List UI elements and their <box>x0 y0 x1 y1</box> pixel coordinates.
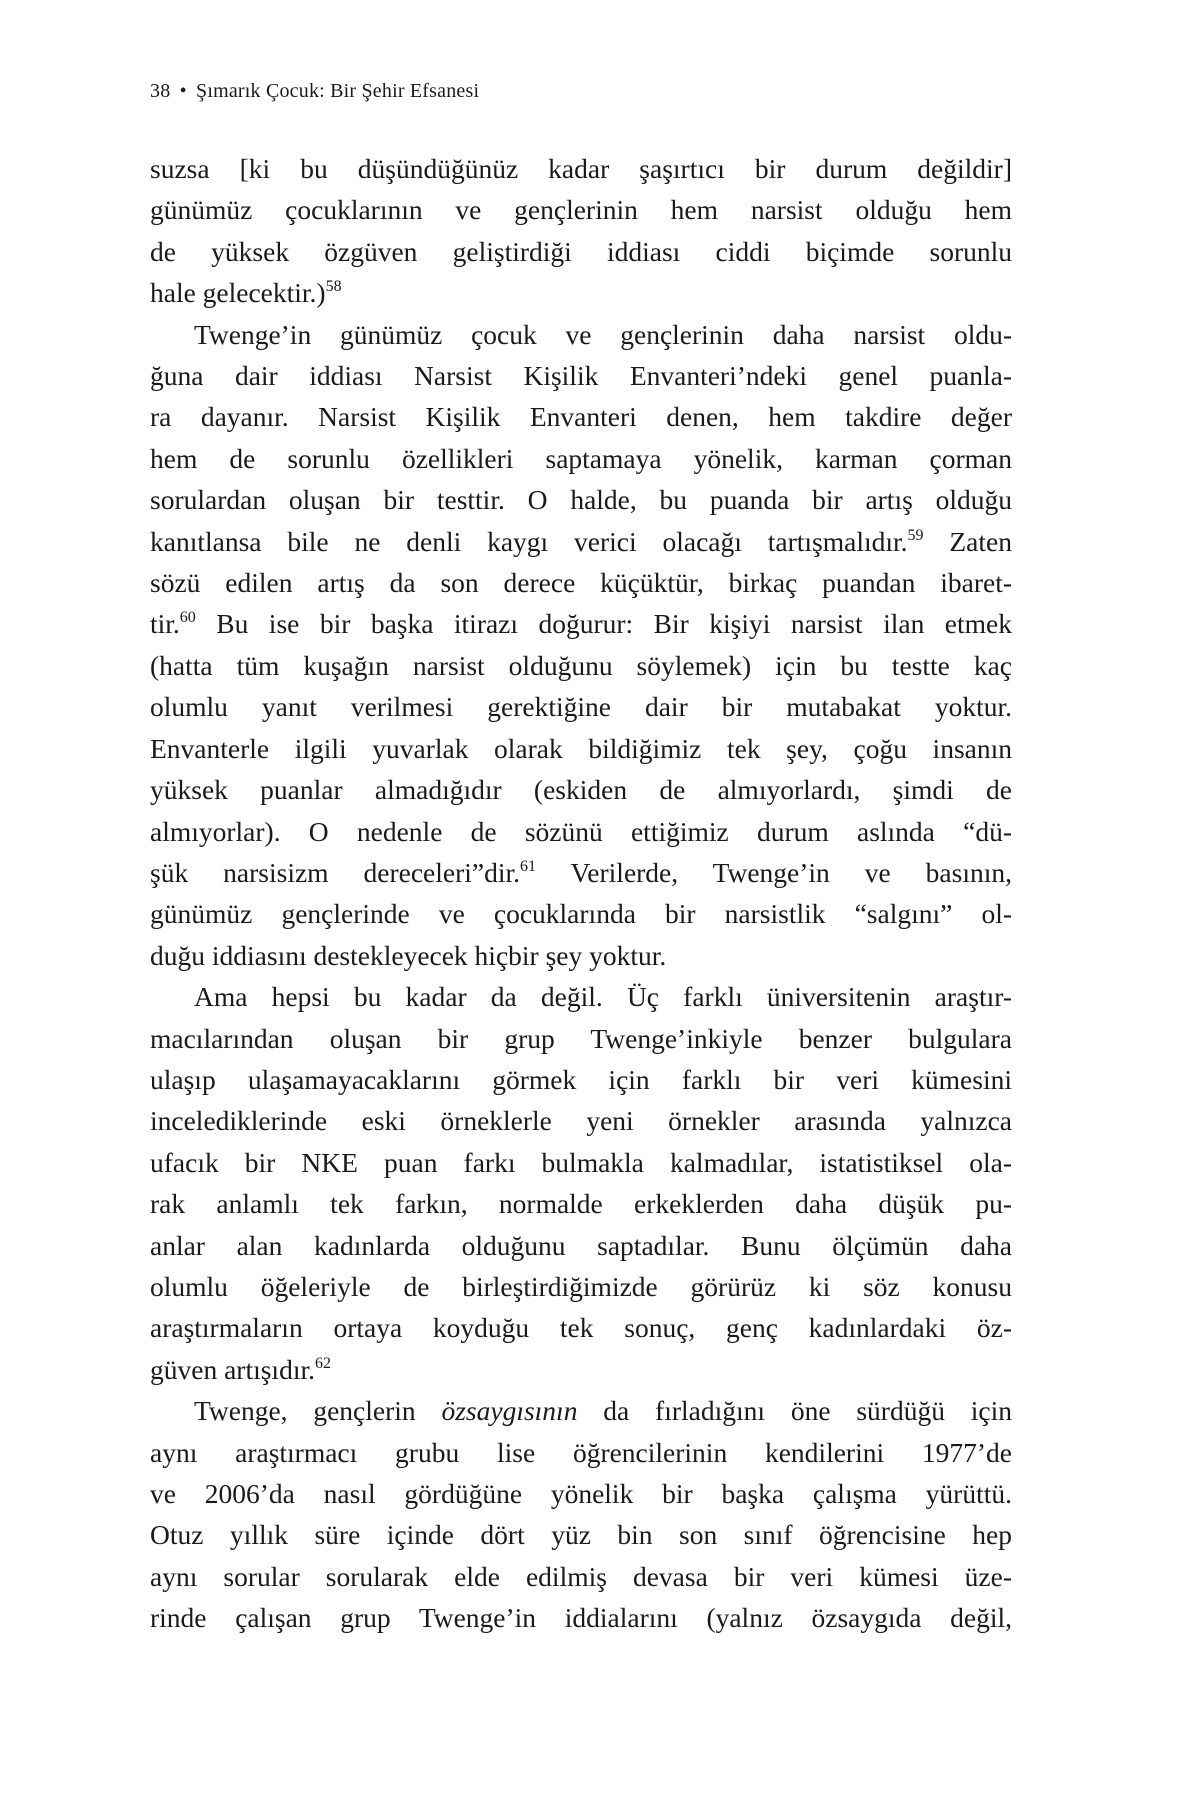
text-line <box>150 935 1012 976</box>
text-run: ulaşıp ulaşamayacaklarını görmek için farklı bir veri kümesini <box>150 1063 1012 1095</box>
text-line <box>150 189 1012 230</box>
body-text <box>150 148 1012 1639</box>
footnote-marker: 58 <box>325 278 342 296</box>
paragraph <box>150 148 1012 314</box>
text-run: hale gelecektir.) <box>150 277 326 309</box>
text-run: ufacık bir NKE puan farkı bulmakla kalmadılar, istatistiksel ola- <box>150 1146 1012 1178</box>
text-run: suzsa [ki bu düşündüğünüz kadar şaşırtıcı bir durum değildir] <box>150 153 1012 184</box>
text-line <box>150 811 1012 852</box>
text-run: Twenge, gençlerin <box>194 1395 442 1427</box>
footnote-marker: 60 <box>179 609 196 627</box>
text-line <box>150 231 1012 272</box>
text-run: almıyorlar). O nedenle de sözünü ettiğimiz durum aslında “dü- <box>150 815 1012 847</box>
footnote-marker: 62 <box>314 1354 331 1372</box>
text-line <box>150 314 1012 355</box>
text-line <box>150 1059 1012 1100</box>
text-line <box>150 852 1012 893</box>
text-line <box>150 1514 1012 1555</box>
text-run: ra dayanır. Narsist Kişilik Envanteri denen, hem takdire değer <box>150 401 1012 433</box>
text-line <box>150 1473 1012 1514</box>
text-run: ğuna dair iddiası Narsist Kişilik Envanteri’ndeki genel puanla- <box>150 360 1012 392</box>
text-run: Verilerde, Twenge’in ve basının, <box>536 856 1012 888</box>
text-run: olumlu öğeleriyle de birleştirdiğimizde görürüz ki söz konusu <box>150 1270 1012 1302</box>
text-run: macılarından oluşan bir grup Twenge’inkiyle benzer bulgulara <box>150 1022 1012 1054</box>
text-line <box>150 479 1012 520</box>
text-line <box>150 686 1012 727</box>
text-run: ve 2006’da nasıl gördüğüne yönelik bir başka çalışma yürüttü. <box>150 1478 1012 1509</box>
text-line <box>150 438 1012 479</box>
text-line <box>150 1100 1012 1141</box>
paragraph <box>150 314 1012 977</box>
footnote-marker: 61 <box>520 857 537 875</box>
text-run: sözü edilen artış da son derece küçüktür, birkaç puandan ibaret- <box>150 567 1012 599</box>
text-line <box>150 1349 1012 1390</box>
paragraph <box>150 1390 1012 1638</box>
text-run: günümüz gençlerinde ve çocuklarında bir narsistlik “salgını” ol- <box>150 898 1012 930</box>
text-run: rinde çalışan grup Twenge’in iddialarını (yalnız özsaygıda değil, <box>150 1602 1012 1634</box>
paragraph <box>150 976 1012 1390</box>
text-run: Otuz yıllık süre içinde dört yüz bin son sınıf öğrencisine hep <box>150 1519 1012 1551</box>
text-run: aynı araştırmacı grubu lise öğrencilerinin kendilerini 1977’de <box>150 1436 1012 1468</box>
text-line <box>150 1018 1012 1059</box>
text-line <box>150 645 1012 686</box>
text-run: Zaten <box>923 525 1012 557</box>
text-line <box>150 396 1012 437</box>
text-run: de yüksek özgüven geliştirdiği iddiası ciddi biçimde sorunlu <box>150 235 1012 267</box>
text-line <box>150 1266 1012 1307</box>
text-run: da fırladığını öne sürdüğü için <box>577 1395 1012 1427</box>
text-line <box>150 1307 1012 1348</box>
book-page <box>150 78 1012 1639</box>
text-run: yüksek puanlar almadığıdır (eskiden de almıyorlardı, şimdi de <box>150 774 1012 806</box>
footnote-marker: 59 <box>907 526 924 544</box>
text-line <box>150 893 1012 934</box>
text-run: incelediklerinde eski örneklerle yeni örnekler arasında yalnızca <box>150 1105 1012 1137</box>
text-line <box>150 603 1012 644</box>
text-line <box>150 1142 1012 1183</box>
emphasized-text: özsaygısının <box>441 1395 578 1427</box>
header-bullet: • <box>179 80 187 102</box>
text-line <box>150 728 1012 769</box>
text-run: güven artışıdır. <box>150 1353 315 1385</box>
text-run: araştırmaların ortaya koyduğu tek sonuç, genç kadınlardaki öz- <box>150 1312 1012 1344</box>
text-line <box>150 1225 1012 1266</box>
text-line <box>150 562 1012 603</box>
text-run: Bu ise bir başka itirazı doğurur: Bir kişiyi narsist ilan etmek <box>195 608 1012 640</box>
text-line <box>150 521 1012 562</box>
text-run: Envanterle ilgili yuvarlak olarak bildiğimiz tek şey, çoğu insanın <box>150 732 1012 764</box>
text-run: Twenge’in günümüz çocuk ve gençlerinin daha narsist oldu- <box>194 318 1012 350</box>
text-run: olumlu yanıt verilmesi gerektiğine dair bir mutabakat yoktur. <box>150 691 1012 723</box>
text-line <box>150 272 1012 313</box>
text-line <box>150 976 1012 1017</box>
text-run: sorulardan oluşan bir testtir. O halde, bu puanda bir artış olduğu <box>150 484 1012 516</box>
text-run: tir. <box>150 608 180 640</box>
text-line <box>150 1597 1012 1638</box>
text-line <box>150 148 1012 189</box>
text-line <box>150 1432 1012 1473</box>
text-line <box>150 1183 1012 1224</box>
text-run: hem de sorunlu özellikleri saptamaya yönelik, karman çorman <box>150 442 1012 474</box>
running-header <box>150 78 1012 104</box>
text-run: (hatta tüm kuşağın narsist olduğunu söylemek) için bu testte kaç <box>150 649 1012 681</box>
text-run: Ama hepsi bu kadar da değil. Üç farklı üniversitenin araştır- <box>194 981 1012 1013</box>
text-run: duğu iddiasını destekleyecek hiçbir şey yoktur. <box>150 939 667 971</box>
text-run: aynı sorular sorularak elde edilmiş devasa bir veri kümesi üze- <box>150 1560 1012 1592</box>
text-line <box>150 1390 1012 1431</box>
text-run: rak anlamlı tek farkın, normalde erkeklerden daha düşük pu- <box>150 1188 1012 1220</box>
text-run: anlar alan kadınlarda olduğunu saptadılar. Bunu ölçümün daha <box>150 1229 1012 1261</box>
text-run: günümüz çocuklarının ve gençlerinin hem narsist olduğu hem <box>150 194 1012 226</box>
text-line <box>150 355 1012 396</box>
text-run: şük narsisizm dereceleri”dir. <box>150 856 521 888</box>
text-line <box>150 769 1012 810</box>
page-number: 38 <box>150 80 171 102</box>
text-line <box>150 1556 1012 1597</box>
text-run: kanıtlansa bile ne denli kaygı verici olacağı tartışmalıdır. <box>150 525 908 557</box>
book-title: Şımarık Çocuk: Bir Şehir Efsanesi <box>196 80 480 102</box>
